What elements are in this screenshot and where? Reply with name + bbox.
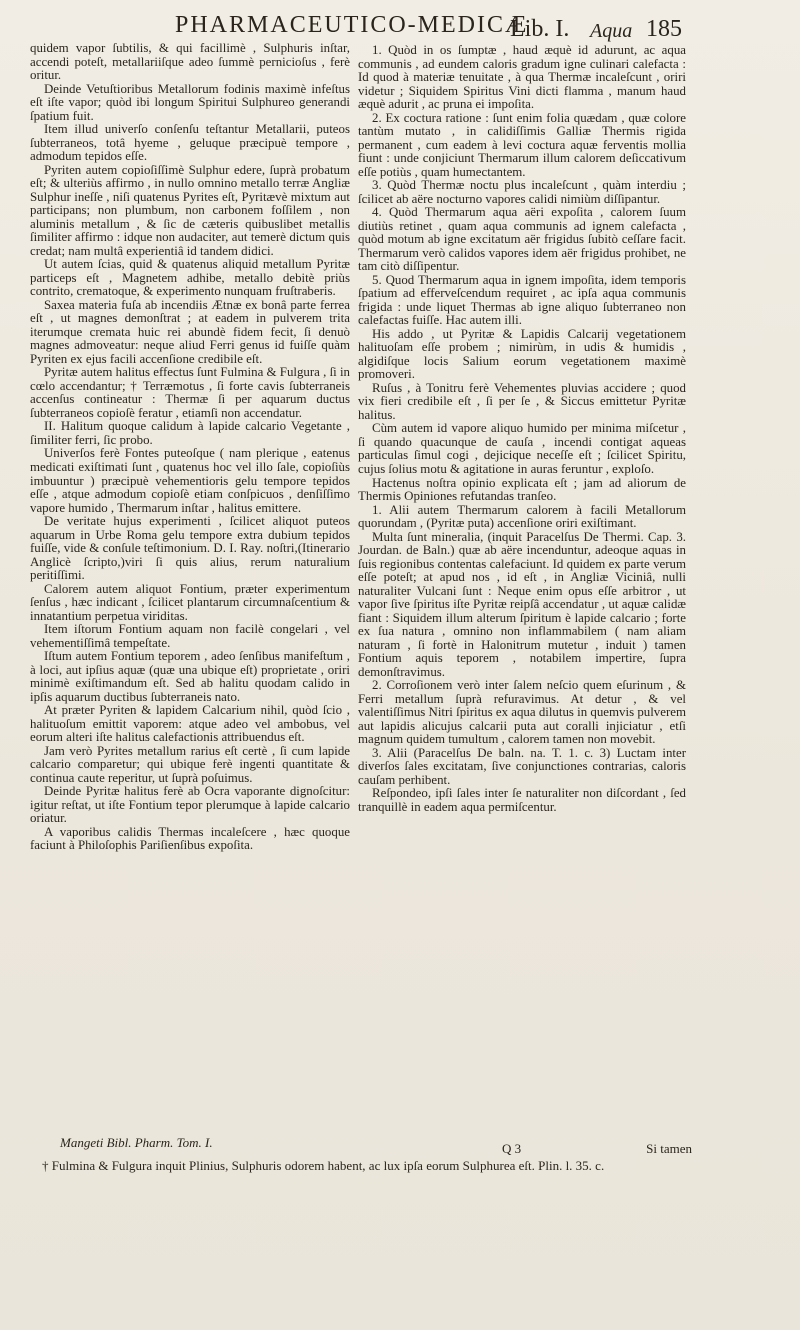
paragraph: Reſpondeo, ipſi ſales inter ſe naturaliter non diſcordant , ſed tranquillè in eadem aqua permiſcentur.	[358, 786, 686, 814]
paragraph: 5. Quod Thermarum aqua in ignem impoſita, idem temporis ſpatium ad efferveſcendum requiret , ac ipſa aqua communis frigida : unde liquet Thermas ab igne aliquo ſubterraneo non calefactas fuiſſe. Hac autem illi.	[358, 272, 686, 328]
paragraph: His addo , ut Pyritæ & Lapidis Calcarij vegetationem halituoſam eſſe probem ; nimirùm, in udis & humidis , algidiſque locis Salium eorum vegetationem maximè promoveri.	[358, 326, 686, 382]
paragraph: 2. Corroſionem verò inter ſalem neſcio quem eſurinum , & Ferri metallum ſuprà refuravimus. At detur , & vel valentiſſimus Nitri ſpiritus ex aqua dilutus in quemvis pulverem aut lapidis alicujus calcarii puta aut coralli injiciatur , etſi magnum quidem tumultum , calorem tamen non movebit.	[358, 678, 686, 747]
paragraph: 3. Quòd Thermæ noctu plus incaleſcunt , quàm interdiu ; ſcilicet ab aëre nocturno vapores calidi nimiùm diſſipantur.	[358, 178, 686, 206]
running-head-book: Lib. I.	[510, 16, 570, 42]
paragraph: Calorem autem aliquot Fontium, præter experimentum ſenſus , hæc indicant , ſcilicet plantarum circumnaſcentium & innatantium perpetua viriditas.	[30, 581, 350, 623]
paragraph: 2. Ex coctura ratione : ſunt enim folia quædam , quæ colore tantùm mutato , in calidiſſimis Galliæ Thermis rigida permanent , cum eadem à levi coctura aquæ ferventis mollia fiunt : unde conjiciunt Thermarum illum calorem deſiccativum eſſe potiùs , quam humectantem.	[358, 110, 686, 179]
paragraph: Iſtum autem Fontium teporem , adeo ſenſibus manifeſtum , à loci, aut ipſius aquæ (quæ una ubique eſt) proprietate , oriri minimè exiſtimandum eſt. Sed ab halitu quodam calido in ipſis aquarum ductibus ſubterraneis nato.	[30, 649, 350, 704]
paragraph: Item illud univerſo conſenſu teſtantur Metallarii, puteos ſubterraneos, totâ hyeme , geluque præcipuè tempore , admodum tepidos eſſe.	[30, 122, 350, 164]
running-head-section: Aqua	[590, 20, 633, 42]
running-head-title: PHARMACEUTICO-MEDICÆ	[175, 12, 529, 38]
paragraph: Jam verò Pyrites metallum rarius eſt certè , ſi cum lapide calcario comparetur; qui ubique ferè ingenti quantitate & continua caute reperitur, ut ſuprà poſuimus.	[30, 743, 350, 785]
paragraph: Pyriten autem copioſiſſimè Sulphur edere, ſuprà probatum eſt; & ulteriùs affirmo , in nullo omnino metallo terræ Angliæ Sulphur ineſſe , niſi quatenus Pyrites eſt, Pyritævè mixtum aut participans; non plumbum, non carbonem foſſilem , non aluminis metallum , & ſic de cæteris quibuslibet metallis ſimiliter affirmo : idque non audaciter, aut temerè dictum quis credat; nam multâ experientiâ id tandem didici.	[30, 162, 350, 258]
paragraph: Saxea materia fuſa ab incendiis Ætnæ ex bonâ parte ferrea eſt , ut magnes demonſtrat ; at eadem in pulverem trita iterumque cremata huic rei abundè fidem fecit, ſi denuò magnes admoveatur: neque aliud Ferri genus id fuiſſe quàm Pyriten ex ejus facili accenſione credibile eſt.	[30, 297, 350, 366]
paragraph: Deinde Vetuſtioribus Metallorum fodinis maximè infeſtus eſt iſte vapor; quòd ibi longum Spiritui Sulphureo generandi ſpatium fuit.	[30, 81, 350, 123]
right-column	[358, 44, 686, 814]
catchword: Si tamen	[646, 1141, 692, 1156]
paragraph: Hactenus noſtra opinio explicata eſt ; jam ad aliorum de Thermis Opiniones refutandas tranſeo.	[358, 475, 686, 504]
paragraph: De veritate hujus experimenti , ſcilicet aliquot puteos aquarum in Urbe Roma gelu tempore extra dubium tepidos fuiſſe, vide & conſule teſtimonium. D. I. Ray. noſtri,(Itinerario Anglicè ſcripto,)viri ſi quis alius, rerum naturalium peritiſſimi.	[30, 514, 350, 583]
page-number: 185	[646, 16, 682, 42]
footnote: † Fulmina & Fulgura inquit Plinius, Sulphuris odorem habent, ac lux ipſa eorum Sulphurea eſt. Plin. l. 35. c.	[42, 1158, 605, 1173]
paragraph: Pyritæ autem halitus effectus ſunt Fulmina & Fulgura , ſi in cœlo accendantur; † Terræmotus , ſi forte cavis ſubterraneis accenſus contineatur : Thermæ ſi per aquarum ductus ſubterraneos copioſè feratur , etiamſi non accendatur.	[30, 365, 350, 420]
paragraph: 4. Quòd Thermarum aqua aëri expoſita , calorem ſuum diutiùs retinet , quam aqua communis ad ignem calefacta , quòd motum ab igne excitatum aër frigidus ſubitò ceſſare facit. Thermarum verò calidos vapores idem aër frigidus prohibet, ne tam citò diſſipentur.	[358, 205, 686, 274]
paragraph: Deinde Pyritæ halitus ferè ab Ocra vaporante dignoſcitur: igitur reſtat, ut iſte Fontium tepor plerumque à lapide calcario oriatur.	[30, 784, 350, 826]
paragraph: quidem vapor ſubtilis, & qui facillimè , Sulphuris inſtar, accendi poteſt, metallariiſque adeo ſummè pernicioſus , ferè oritur.	[30, 41, 350, 83]
paragraph: A vaporibus calidis Thermas incaleſcere , hæc quoque faciunt à Philoſophis Pariſienſibus expoſita.	[30, 824, 350, 853]
paragraph: 1. Alii autem Thermarum calorem à facili Metallorum quorundam , (Pyritæ puta) accenſione oriri exiſtimant.	[358, 502, 686, 531]
paragraph: Univerſos ferè Fontes puteoſque ( nam plerique , eatenus medicati exiſtimati ſunt , quatenus hoc vel illo ſale, copioſiùs imbuuntur ) præcipuè vehementioris gelu tempore tepidos eſſe , atque admodum copioſè etiam conſpicuos , denſiſſimo vapore humido , Thermarum inſtar , halitus emittere.	[30, 446, 350, 515]
paragraph: 3. Alii (Paracelſus De baln. na. T. 1. c. 3) Luctam inter diverſos ſales excitatam, ſive conjunctiones contrarias, caloris cauſam perhibent.	[358, 745, 686, 787]
paragraph: Item iſtorum Fontium aquam non facilè congelari , vel vehementiſſimâ tempeſtate.	[30, 622, 350, 650]
paragraph: II. Halitum quoque calidum à lapide calcario Vegetante , ſimiliter ferri, ſic probo.	[30, 419, 350, 447]
paragraph: Cùm autem id vapore aliquo humido per minima miſcetur , ſi quando quacunque de cauſa , incendi contigat aqueas particulas ſimul cogi , dejicique neceſſe eſt ; ſcilicet Spiritu, cujus ſolius motu & agitatione in auras feruntur , exploſo.	[358, 421, 686, 476]
signature-mark: Q 3	[502, 1141, 522, 1156]
paragraph: Ruſus , à Tonitru ferè Vehementes pluvias accidere ; quod vix fieri credibile eſt , ſi per ſe , & Siccus emittetur Pyritæ halitus.	[358, 380, 686, 422]
paragraph: 1. Quòd in os ſumptæ , haud æquè id adurunt, ac aqua communis , ad eundem caloris gradum igne culinari calefacta : Id quod à materiæ tenuitate , à qua Thermæ incaleſcunt , oriri videtur ; Siquidem Spiritus Vini dicti flamma , manum haud æquè adurit , ac pruna ei impoſita.	[358, 43, 686, 112]
paragraph: Ut autem ſcias, quid & quatenus aliquid metallum Pyritæ particeps eſt , Magnetem adhibe, metallo debitè priùs contrito, crematoque, & experimento nunquam fruſtraberis.	[30, 257, 350, 299]
left-column	[30, 42, 350, 853]
signature-line: Mangeti Bibl. Pharm. Tom. I.	[60, 1135, 213, 1150]
paragraph: At præter Pyriten & lapidem Calcarium nihil, quòd ſcio , halituoſum emittit vaporem: atque adeo vel ambobus, vel eorum alteri iſte halitus calefactionis attribuendus eſt.	[30, 703, 350, 745]
paragraph: Multa ſunt mineralia, (inquit Paracelſus De Thermi. Cap. 3. Jourdan. de Baln.) quæ ab aëre incenduntur, adeoque aquas in ſuis regionibus contentas calefaciunt. Id quidem ex parte verum eſſe poteſt; at apud nos , id eſt , in Angliæ Viciniâ, nulli naturaliter Vulcani ſunt : Neque enim opus eſſe arbitror , ut vapor ſive ſpiritus iſte Pyritæ reipſâ accendatur , ut aquæ calidæ fiant : Siquidem illum alterum ſpiritum è lapide calcario ; forte ex ſua natura , omnino non inflammabilem ( nam aliam naturam , ſi fortè in Halonitrum mutetur , induit ) tamen Fontium aquis teporem , notabilem impertire, ſupra demonſtravimus.	[358, 529, 686, 679]
